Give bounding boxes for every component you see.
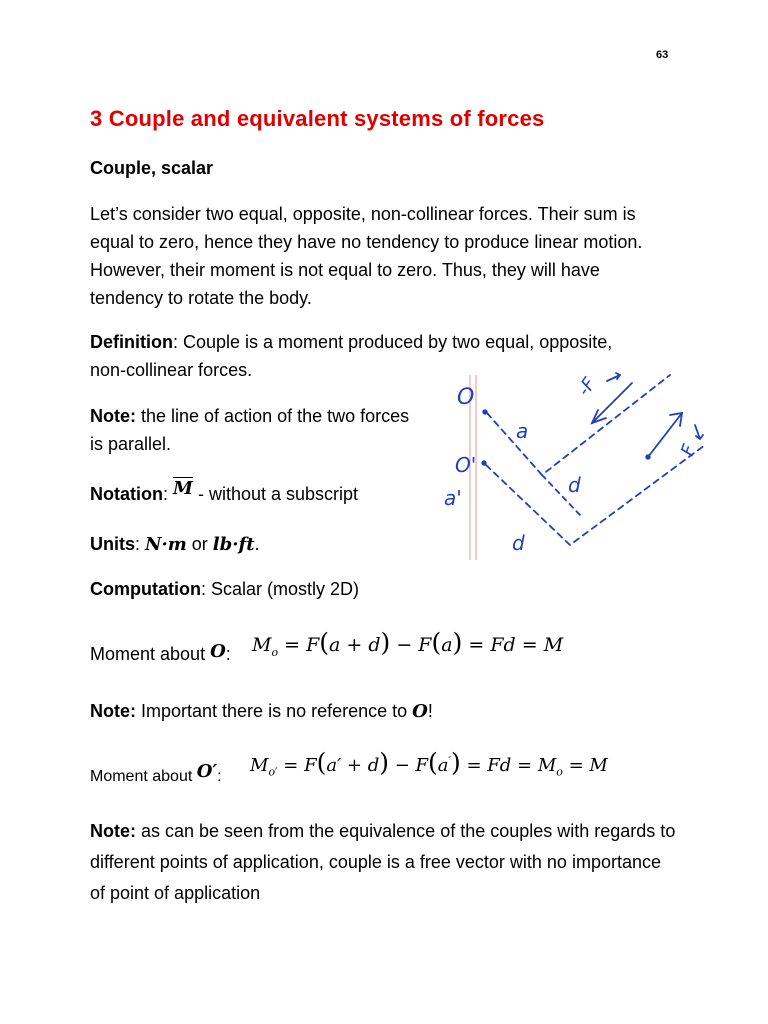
force-application-point (646, 455, 650, 459)
unit-newton-meter: N·m (145, 534, 187, 555)
computation-label: Computation (90, 579, 201, 599)
sketch-label-d-upper: d (568, 473, 581, 497)
note-text: Important there is no reference to (136, 701, 413, 721)
notation-label: Notation (90, 484, 163, 504)
units-end: . (254, 534, 260, 554)
note-text: as can be seen from the equivalence of the couples with regards to different points of application, couple is a free vector with no importance of point of application (90, 821, 676, 903)
notation-text: - without a subscript (192, 484, 359, 504)
note-label: Note: (90, 701, 136, 721)
point-o: O (210, 641, 226, 662)
sketch-label-a-prime: a' (444, 486, 462, 510)
subheading: Couple, scalar (90, 158, 214, 178)
dashed-line-a-prime (486, 445, 705, 545)
point-o-symbol: O (412, 701, 428, 722)
units-line (90, 530, 260, 559)
note-label: Note: (90, 406, 136, 426)
note-label: Note: (90, 821, 136, 841)
couple-sketch-figure (430, 355, 720, 560)
sketch-label-o: O (457, 385, 475, 410)
sketch-label-neg-f: -F (573, 374, 601, 400)
moment-about-o-formula: $M_o = F(a + d) - F(a) = Fd = M$ (252, 628, 564, 659)
units-colon: : (135, 534, 146, 554)
point-o-prime-dot (482, 461, 486, 465)
note-text: the line of action of the two forces is parallel. (90, 406, 410, 454)
page-number: 63 (656, 49, 669, 61)
computation-line (90, 575, 359, 603)
sketch-label-a: a (516, 419, 529, 443)
notation-colon: : (162, 484, 168, 504)
definition-text: : Couple is a moment produced by two equal, opposite, non-collinear forces. (90, 332, 613, 380)
note-no-reference: Note: Important there is no reference to O! (90, 701, 433, 722)
notation-symbol: $\overline{M}$ (173, 478, 193, 499)
point-o-prime: O′ (196, 761, 218, 782)
note-free-vector (90, 816, 680, 909)
units-label: Units (90, 534, 135, 554)
sketch-label-d-lower: d (512, 531, 525, 555)
definition-label: Definition (90, 332, 173, 352)
vector-overbar (607, 373, 620, 381)
units-or: or (186, 534, 213, 554)
notation-line (90, 480, 358, 509)
moment-about-o-prime-label: Moment about O′: (90, 761, 222, 785)
sketch-label-f: F (677, 441, 701, 459)
intro-paragraph: Let’s consider two equal, opposite, non-collinear forces. Their sum is equal to zero, hence they have no tendency to produce linear motion. However, their moment is not equal to zero. Thus, they will have tendency to rotate the body. (90, 204, 643, 308)
computation-text: : Scalar (mostly 2D) (200, 579, 360, 599)
section-heading: 3 Couple and equivalent systems of forces (90, 106, 545, 131)
vector-overbar (695, 425, 703, 439)
moment-about-o-label: Moment about O: (90, 641, 231, 664)
moment-about-o-prime-formula: $M_{o'} = F(a' + d) - F(a') = Fd = M_o = M$ (250, 748, 608, 779)
unit-pound-foot: lb·ft (212, 534, 255, 555)
sketch-label-o-prime: O' (455, 453, 477, 477)
note-parallel (90, 402, 410, 458)
